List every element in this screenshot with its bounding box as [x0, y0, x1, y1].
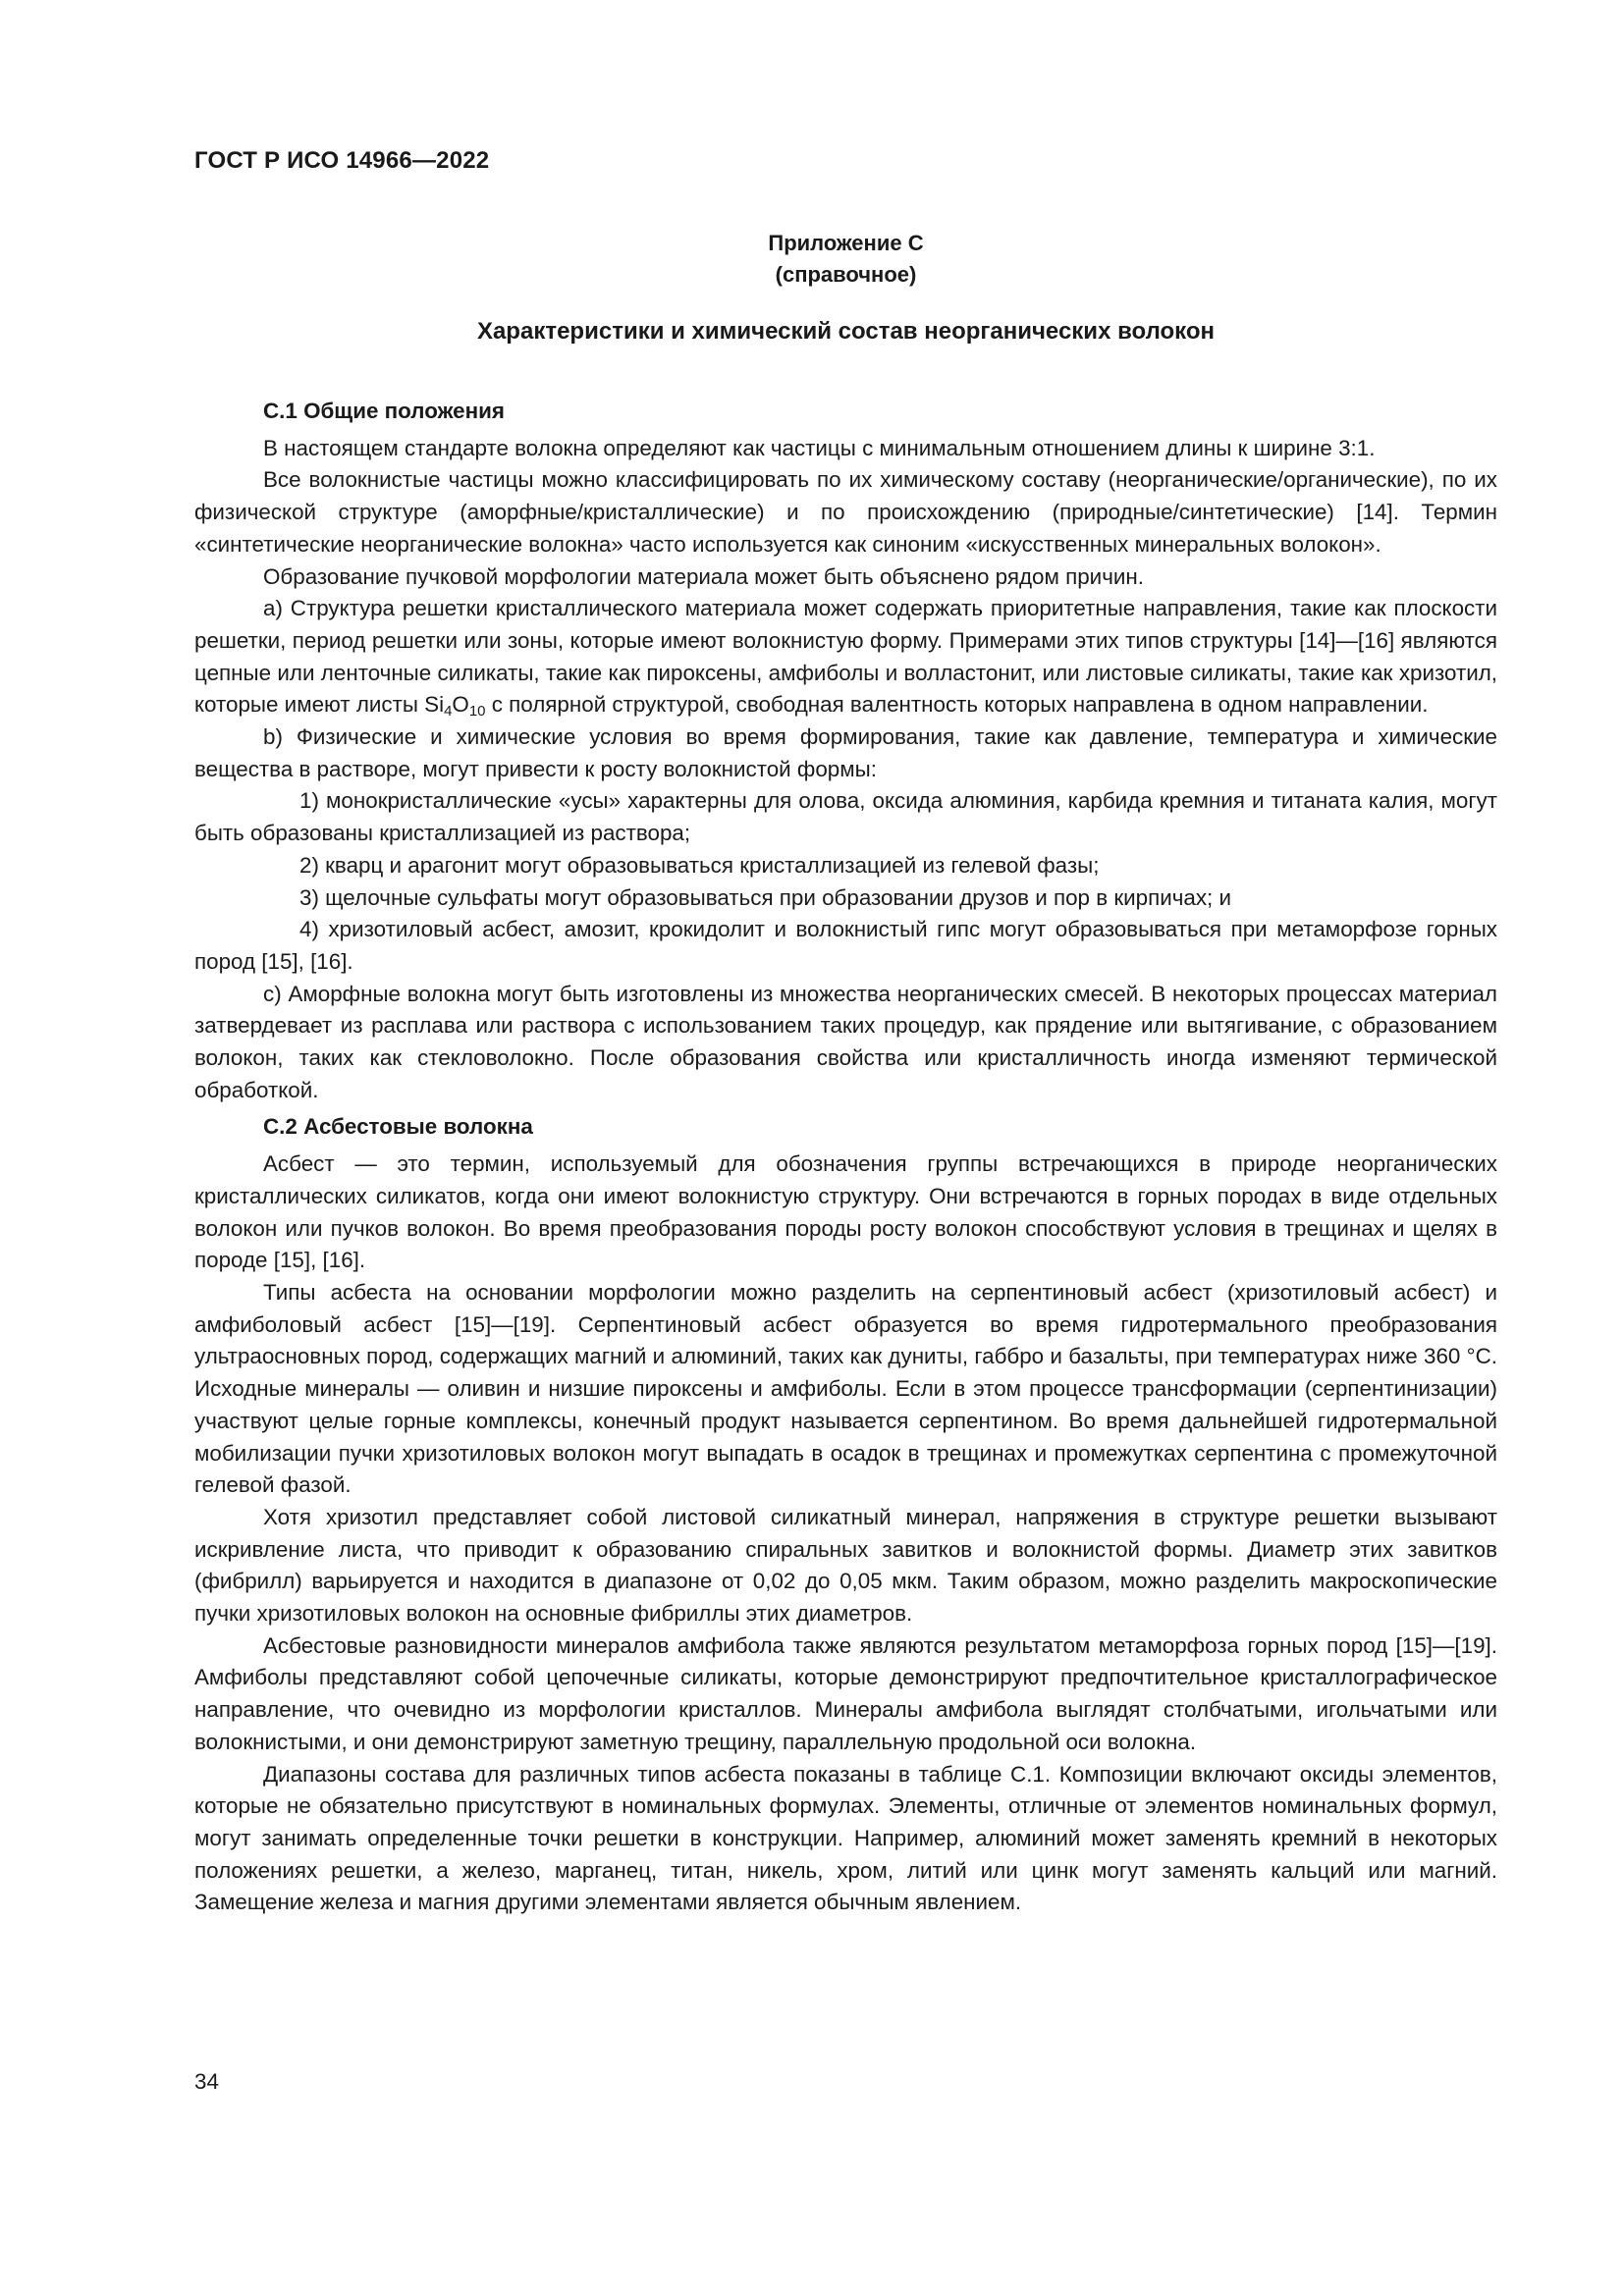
appendix-type-line: (справочное)	[775, 262, 917, 287]
page-number: 34	[194, 2069, 219, 2094]
document-body	[194, 396, 1497, 1919]
list-item: 1) монокристаллические «усы» характерны для олова, оксида алюминия, карбида кремния и титаната калия, могут быть образованы кристаллизацией из раствора;	[194, 788, 1497, 846]
paragraph: В настоящем стандарте волокна определяют как частицы с минимальным отношением длины к ширине 3:1.	[263, 435, 1376, 460]
paragraph: Типы асбеста на основании морфологии можно разделить на серпентиновый асбест (хризотиловый асбест) и амфиболовый асбест [15]—[19]. Серпентиновый асбест образуется во время гидротермального преобразования ультраосновных пород, содержащих магний и алюминий, таких как дуниты, габбро и базальты, при температурах ниже 360 °С. Исходные минералы — оливин и низшие пироксены и амфиболы. Если в этом процессе трансформации (серпентинизации) участвуют целые горные комплексы, конечный продукт называется серпентином. Во время дальнейшей гидротермальной мобилизации пучки хризотиловых волокон могут выпадать в осадок в трещинах и промежутках серпентина с промежуточной гелевой фазой.	[194, 1279, 1497, 1498]
paragraph: Асбест — это термин, используемый для обозначения группы встречающихся в природе неорганических кристаллических силикатов, когда они имеют волокнистую структуру. Они встречаются в горных породах в виде отдельных волокон или пучков волокон. Во время преобразования породы росту волокон способствуют условия в трещинах и щелях в породе [15], [16].	[194, 1151, 1497, 1273]
list-item: 2) кварц и арагонит могут образовываться кристаллизацией из гелевой фазы;	[299, 852, 1100, 878]
paragraph-formula	[194, 593, 1497, 721]
formula-text-after: с полярной структурой, свободная валентность которых направлена в одном направлении.	[485, 692, 1429, 718]
paragraph: Асбестовые разновидности минералов амфибола также являются результатом метаморфоза горных пород [15]—[19]. Амфиболы представляют собой цепочечные силикаты, которые демонстрируют предпочтительное кристаллографическое направление, что очевидно из морфологии кристаллов. Минералы амфибола выглядят столбчатыми, игольчатыми или волокнистыми, и они демонстрируют заметную трещину, параллельную продольной оси волокна.	[194, 1632, 1497, 1754]
list-item: 3) щелочные сульфаты могут образовываться при образовании друзов и пор в кирпичах; и	[299, 884, 1231, 910]
paragraph: Все волокнистые частицы можно классифицировать по их химическому составу (неорганические/органические), по их физической структуре (аморфные/кристаллические) и по происхождению (природные/синтетические) [14]. Термин «синтетические неорганические волокна» часто используется как синоним «искусственных минеральных волокон».	[194, 467, 1497, 557]
paragraph: b) Физические и химические условия во время формирования, такие как давление, температура и химические вещества в растворе, могут привести к росту волокнистой формы:	[194, 724, 1497, 781]
formula-element: O	[452, 692, 469, 718]
subscript: 10	[468, 703, 486, 721]
appendix-label	[194, 228, 1497, 291]
formula-text-before: а) Структура решетки кристаллического материала может содержать приоритетные направления, такие как плоскости решетки, период решетки или зоны, которые имеют волокнистую форму. Примерами этих типов структуры [14]—[16] являются цепные или ленточные силикаты, такие как пироксены, амфиболы и волластонит, или листовые силикаты, такие как хризотил, которые имеют листы Si	[194, 596, 1497, 718]
section-heading-c1: С.1 Общие положения	[263, 399, 505, 423]
paragraph: Диапазоны состава для различных типов асбеста показаны в таблице С.1. Композиции включают оксиды элементов, которые не обязательно присутствуют в номинальных формулах. Элементы, отличные от элементов номинальных формул, могут занимать определенные точки решетки в конструкции. Например, алюминий может заменять кремний в некоторых положениях решетки, а железо, марганец, титан, никель, хром, литий или цинк могут заменять кальций или магний. Замещение железа и магния другими элементами является обычным явлением.	[194, 1761, 1497, 1915]
section-heading-c2: С.2 Асбестовые волокна	[263, 1114, 533, 1140]
paragraph: Хотя хризотил представляет собой листовой силикатный минерал, напряжения в структуре решетки вызывают искривление листа, что приводит к образованию спиральных завитков и волокнистой формы. Диаметр этих завитков (фибрилл) варьируется и находится в диапазоне от 0,02 до 0,05 мкм. Таким образом, можно разделить макроскопические пучки хризотиловых волокон на основные фибриллы этих диаметров.	[194, 1504, 1497, 1627]
document-id-header: ГОСТ Р ИСО 14966—2022	[194, 147, 490, 174]
paragraph: с) Аморфные волокна могут быть изготовлены из множества неорганических смесей. В некоторых процессах материал затвердевает из расплава или раствора с использованием таких процедур, как прядение или вытягивание, с образованием волокон, таких как стекловолокно. После образования свойства или кристалличность иногда изменяют термической обработкой.	[194, 981, 1497, 1102]
appendix-title-line: Приложение С	[768, 231, 924, 255]
page-title: Характеристики и химический состав неорганических волокон	[476, 318, 1216, 345]
paragraph: Образование пучковой морфологии материала может быть объяснено рядом причин.	[263, 563, 1144, 589]
list-item: 4) хризотиловый асбест, амозит, крокидолит и волокнистый гипс могут образовываться при метаморфозе горных пород [15], [16].	[194, 917, 1497, 974]
subscript: 4	[444, 703, 453, 721]
